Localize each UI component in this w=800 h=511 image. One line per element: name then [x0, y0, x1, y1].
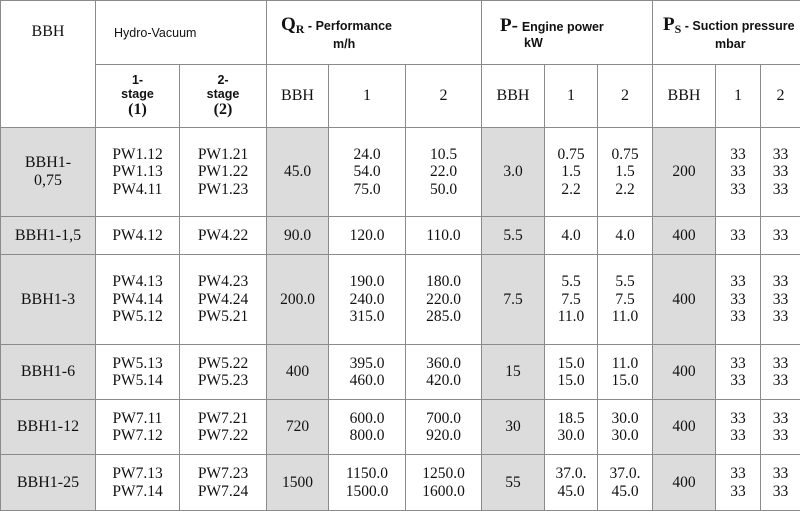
cell-line: 2.2	[561, 180, 581, 198]
cell-line: 33	[772, 465, 789, 483]
suction-pressure-2-cell	[761, 255, 800, 345]
cell-line: 33	[730, 226, 746, 244]
header-row-1	[1, 1, 800, 65]
cell-line: 1.5	[561, 163, 581, 181]
stage1-cell	[96, 455, 180, 511]
cell-line: 33	[772, 290, 789, 308]
header-p-1: 1	[545, 65, 598, 128]
cell-line: PW4.23	[197, 273, 249, 291]
engine-power-2-cell	[598, 400, 653, 455]
cell-line: 33	[730, 180, 746, 198]
model-cell	[1, 400, 96, 455]
header-engine-power: P- Engine power kW	[482, 1, 653, 65]
cell-line: 33	[730, 427, 746, 444]
cell-line: 110.0	[426, 226, 461, 244]
suction-pressure-2-cell	[761, 217, 800, 255]
performance-bbh-cell: 200.0	[267, 255, 329, 345]
cell-line: 315.0	[349, 308, 385, 326]
stage2-cell	[180, 455, 267, 511]
cell-line: PW5.22	[197, 354, 249, 372]
header-model-col: BBH	[1, 1, 96, 128]
performance-1-cell	[329, 255, 406, 345]
stage1-cell	[96, 345, 180, 400]
cell-line: 33	[730, 145, 746, 163]
cell-line: 11.0	[611, 354, 639, 372]
cell-line: PW5.21	[197, 308, 249, 326]
cell-line: 33	[730, 290, 746, 308]
cell-line: PW4.13	[112, 273, 163, 291]
cell-line: PW4.22	[197, 226, 249, 244]
suction-pressure-1-cell	[716, 345, 761, 400]
header-stage-2: 2- stage (2)	[180, 65, 267, 128]
cell-line: 190.0	[349, 273, 385, 291]
cell-line: 33	[772, 372, 789, 389]
cell-line: 33	[772, 354, 789, 372]
cell-line: 11.0	[557, 308, 585, 326]
cell-line: 24.0	[353, 145, 381, 163]
table-row	[1, 455, 800, 511]
cell-line: PW1.12	[112, 145, 163, 163]
cell-line: 120.0	[349, 226, 385, 244]
cell-line: 4.0	[561, 226, 581, 244]
cell-line: PW5.23	[197, 372, 249, 389]
performance-bbh-cell: 720	[267, 400, 329, 455]
cell-line: 420.0	[426, 372, 461, 389]
cell-line: PW7.22	[197, 427, 249, 444]
suction-pressure-bbh-cell: 400	[653, 217, 716, 255]
performance-2-cell	[406, 128, 482, 217]
cell-line: PW7.24	[197, 482, 249, 500]
header-stage-1: 1- stage (1)	[96, 65, 180, 128]
cell-line: 0.75	[557, 145, 585, 163]
header-row-2	[1, 65, 800, 128]
cell-line: PW1.21	[197, 145, 249, 163]
cell-line: 800.0	[349, 427, 385, 444]
suction-pressure-2-cell	[761, 400, 800, 455]
table-row	[1, 345, 800, 400]
engine-power-2-cell	[598, 345, 653, 400]
cell-line: 18.5	[557, 409, 585, 427]
cell-line: 30.0	[611, 409, 639, 427]
cell-line: 700.0	[426, 409, 461, 427]
engine-power-bbh-cell: 7.5	[482, 255, 545, 345]
cell-line: 360.0	[426, 354, 461, 372]
cell-line: 33	[730, 354, 746, 372]
cell-line: 30.0	[611, 427, 639, 444]
cell-line: 240.0	[349, 290, 385, 308]
suction-pressure-2-cell	[761, 128, 800, 217]
suction-pressure-2-cell	[761, 455, 800, 511]
cell-line: 75.0	[353, 180, 381, 198]
suction-pressure-bbh-cell: 200	[653, 128, 716, 217]
cell-line: 37.0.	[609, 465, 641, 483]
cell-line: PW7.21	[197, 409, 249, 427]
stage2-cell	[180, 255, 267, 345]
cell-line: PW4.14	[112, 290, 163, 308]
cell-line: PW7.14	[112, 482, 163, 500]
suction-pressure-1-cell	[716, 255, 761, 345]
header-qr-1: 1	[329, 65, 406, 128]
header-hydro-vacuum: Hydro-Vacuum	[96, 1, 267, 65]
cell-line: 33	[730, 482, 746, 500]
performance-2-cell	[406, 345, 482, 400]
header-ps-bbh: BBH	[653, 65, 716, 128]
cell-line: 33	[730, 465, 746, 483]
cell-line: 33	[730, 372, 746, 389]
performance-2-cell	[406, 255, 482, 345]
cell-line: 33	[730, 163, 746, 181]
model-cell	[1, 455, 96, 511]
engine-power-bbh-cell: 15	[482, 345, 545, 400]
cell-line: 33	[772, 427, 789, 444]
cell-line: 285.0	[426, 308, 461, 326]
header-performance: $Q_R$ - Performance m/h	[267, 1, 482, 65]
cell-line: 33	[772, 482, 789, 500]
cell-line: 11.0	[611, 308, 639, 326]
model-cell	[1, 345, 96, 400]
stage2-cell	[180, 128, 267, 217]
suction-pressure-bbh-cell: 400	[653, 255, 716, 345]
cell-line: 1600.0	[422, 482, 465, 500]
header-qr-bbh: BBH	[267, 65, 329, 128]
cell-line: 220.0	[426, 290, 461, 308]
cell-line: 5.5	[615, 273, 635, 291]
cell-line: 7.5	[561, 290, 581, 308]
engine-power-2-cell	[598, 255, 653, 345]
cell-line: 45.0	[557, 482, 585, 500]
performance-1-cell	[329, 217, 406, 255]
header-ps-1: 1	[716, 65, 761, 128]
performance-1-cell	[329, 400, 406, 455]
cell-line: 54.0	[353, 163, 381, 181]
performance-1-cell	[329, 345, 406, 400]
cell-line: 395.0	[349, 354, 385, 372]
cell-line: 33	[772, 226, 789, 244]
cell-line: BBH1-12	[16, 418, 80, 436]
suction-pressure-1-cell	[716, 128, 761, 217]
performance-2-cell	[406, 455, 482, 511]
stage1-cell	[96, 255, 180, 345]
cell-line: 15.0	[611, 372, 639, 389]
cell-line: BBH1-3	[20, 290, 76, 308]
table-row	[1, 217, 800, 255]
cell-line: PW5.13	[112, 354, 163, 372]
cell-line: 33	[730, 308, 746, 326]
cell-line: PW1.23	[197, 180, 249, 198]
cell-line: 15.0	[557, 354, 585, 372]
suction-pressure-bbh-cell: 400	[653, 455, 716, 511]
cell-line: PW4.24	[197, 290, 249, 308]
cell-line: PW7.12	[112, 427, 163, 444]
cell-line: 45.0	[611, 482, 639, 500]
cell-line: BBH1-6	[20, 363, 76, 381]
engine-power-1-cell	[545, 455, 598, 511]
cell-line: BBH1-1,5	[14, 226, 82, 244]
cell-line: BBH1-25	[16, 473, 80, 491]
table-row	[1, 400, 800, 455]
cell-line: BBH1-	[24, 154, 72, 172]
cell-line: 5.5	[561, 273, 581, 291]
cell-line: 33	[772, 180, 789, 198]
suction-pressure-bbh-cell: 400	[653, 345, 716, 400]
engine-power-2-cell	[598, 455, 653, 511]
suction-pressure-1-cell	[716, 400, 761, 455]
cell-line: 30.0	[557, 427, 585, 444]
cell-line: 37.0.	[555, 465, 587, 483]
model-cell	[1, 255, 96, 345]
cell-line: 22.0	[429, 163, 458, 181]
engine-power-2-cell	[598, 217, 653, 255]
engine-power-1-cell	[545, 400, 598, 455]
suction-pressure-1-cell	[716, 455, 761, 511]
cell-line: PW7.23	[197, 465, 249, 483]
suction-pressure-2-cell	[761, 345, 800, 400]
engine-power-1-cell	[545, 255, 598, 345]
performance-bbh-cell: 90.0	[267, 217, 329, 255]
engine-power-1-cell	[545, 128, 598, 217]
performance-2-cell	[406, 400, 482, 455]
stage1-cell	[96, 128, 180, 217]
engine-power-2-cell	[598, 128, 653, 217]
cell-line: PW4.11	[112, 180, 163, 198]
performance-1-cell	[329, 128, 406, 217]
stage2-cell	[180, 345, 267, 400]
cell-line: 33	[730, 273, 746, 291]
cell-line: PW5.14	[112, 372, 163, 389]
cell-line: 33	[772, 163, 789, 181]
cell-line: 33	[772, 145, 789, 163]
cell-line: 1500.0	[345, 482, 389, 500]
engine-power-1-cell	[545, 217, 598, 255]
performance-2-cell	[406, 217, 482, 255]
performance-bbh-cell: 400	[267, 345, 329, 400]
cell-line: 600.0	[349, 409, 385, 427]
stage2-cell	[180, 400, 267, 455]
cell-line: 33	[772, 273, 789, 291]
suction-pressure-1-cell	[716, 217, 761, 255]
header-qr-2: 2	[406, 65, 482, 128]
stage1-cell	[96, 217, 180, 255]
model-cell	[1, 128, 96, 217]
engine-power-bbh-cell: 30	[482, 400, 545, 455]
header-suction-pressure: $P_S$ - Suction pressure mbar	[653, 1, 800, 65]
header-ps-2: 2	[761, 65, 800, 128]
cell-line: 2.2	[615, 180, 635, 198]
cell-line: PW1.22	[197, 163, 249, 181]
header-p-2: 2	[598, 65, 653, 128]
cell-line: 920.0	[426, 427, 461, 444]
cell-line: 1250.0	[422, 465, 465, 483]
table-body	[1, 128, 800, 511]
table-row	[1, 255, 800, 345]
cell-line: PW7.11	[112, 409, 163, 427]
cell-line: PW1.13	[112, 163, 163, 181]
cell-line: 33	[730, 409, 746, 427]
cell-line: PW4.12	[112, 226, 163, 244]
cell-line: 1150.0	[345, 465, 389, 483]
header-p-bbh: BBH	[482, 65, 545, 128]
engine-power-bbh-cell: 5.5	[482, 217, 545, 255]
stage1-cell	[96, 400, 180, 455]
stage2-cell	[180, 217, 267, 255]
cell-line: 7.5	[615, 290, 635, 308]
cell-line: 15.0	[557, 372, 585, 389]
model-cell	[1, 217, 96, 255]
performance-1-cell	[329, 455, 406, 511]
engine-power-bbh-cell: 3.0	[482, 128, 545, 217]
cell-line: 50.0	[429, 180, 458, 198]
suction-pressure-bbh-cell: 400	[653, 400, 716, 455]
performance-bbh-cell: 45.0	[267, 128, 329, 217]
table-row	[1, 128, 800, 217]
cell-line: 460.0	[349, 372, 385, 389]
cell-line: 33	[772, 409, 789, 427]
cell-line: 180.0	[426, 273, 461, 291]
cell-line: PW5.12	[112, 308, 163, 326]
engine-power-bbh-cell: 55	[482, 455, 545, 511]
cell-line: 0.75	[611, 145, 639, 163]
cell-line: 10.5	[429, 145, 458, 163]
performance-bbh-cell: 1500	[267, 455, 329, 511]
cell-line: 0,75	[34, 172, 62, 189]
cell-line: 33	[772, 308, 789, 326]
cell-line: 1.5	[615, 163, 635, 181]
cell-line: 4.0	[615, 226, 635, 244]
engine-power-1-cell	[545, 345, 598, 400]
cell-line: PW7.13	[112, 465, 163, 483]
